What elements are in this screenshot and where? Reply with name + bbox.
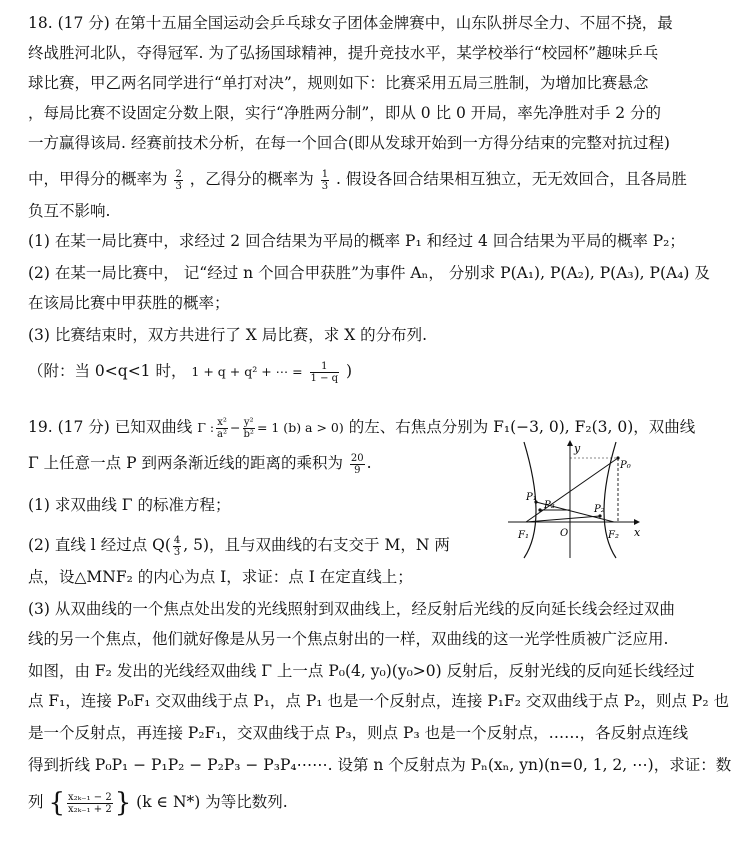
q19-sub2a: (2) 直线 l 经过点 Q( <box>28 536 171 554</box>
equation-tail: = 1 (b) a > 0) <box>256 420 344 435</box>
distance-fraction: $\frac{20}{9}$ <box>350 452 364 476</box>
hyperbola-figure <box>506 440 651 560</box>
origin-label: O <box>560 528 569 539</box>
q18-sub2: (2) 在某一局比赛中， 记“经过 n 个回合甲获胜”为事件 Aₙ， 分别求 P(A₁), P(A₂), P(A₃), P(A₄) 及 <box>28 264 710 282</box>
sequence-fraction: $\frac{\text{x₂ₖ₋₁ − 2}}{\text{x₂ₖ₋₁ + 2}}$ <box>68 791 112 815</box>
q18-line3: 球比赛，甲乙两名同学进行“单打对决”，规则如下：比赛采用五局三胜制，为增加比赛悬念 <box>28 74 649 92</box>
q18-line4: ，每局比赛不设固定分数上限，实行“净胜两分制”，即从 0 比 0 开局，率先净胜对手 2 分的 <box>28 104 661 122</box>
q19-sub2b: , 5)，且与双曲线的右支交于 M，N 两 <box>183 536 450 554</box>
q19-line2a: Γ 上任意一点 P 到两条渐近线的距离的乘积为 <box>28 454 343 472</box>
q19-sub3a: (3) 从双曲线的一个焦点处出发的光线照射到双曲线上，经反射后光线的反向延长线会经过双曲 <box>28 600 675 618</box>
q18-sub3: (3) 比赛结束时，双方共进行了 X 局比赛，求 X 的分布列. <box>28 326 428 344</box>
p0-label: P₀ <box>620 460 631 471</box>
q19-foci-text: 的左、右焦点分别为 F₁(−3, 0), F₂(3, 0)，双曲线 <box>348 418 696 436</box>
q19-sub1: (1) 求双曲线 Γ 的标准方程； <box>28 496 231 514</box>
seq-prefix: 列 <box>28 793 44 811</box>
q18-sub2b: 在该局比赛中甲获胜的概率； <box>28 294 230 312</box>
hint-fraction: $\frac{1}{1 - q}$ <box>310 360 339 384</box>
q-point-fraction: $\frac{4}{3}$ <box>173 534 181 558</box>
f2-label: F₂ <box>608 530 619 541</box>
point-p3 <box>538 508 541 511</box>
q19-sub2 <box>28 534 450 558</box>
q19-sub3b: 线的另一个焦点，他们就好像是从另一个焦点射出的一样，双曲线的这一光学性质被广泛应用. <box>28 630 669 648</box>
q19-line2: Γ 上任意一点 P 到两条渐近线的距离的乘积为 $\frac{20}{9}$ . <box>28 452 372 476</box>
seq-suffix: 为等比数列. <box>205 793 288 811</box>
q18-line6b: ，乙得分的概率为 <box>189 170 314 188</box>
hint-series: 1 + q + q² + ⋯ = <box>191 364 303 379</box>
y-term-fraction: $\frac{\text{y²}}{\text{b²}}$ <box>243 416 254 440</box>
q19-sub3c: 如图，由 F₂ 发出的光线经双曲线 Γ 上一点 P₀(4, y₀)(y₀>0) 反射后，反射光线的反向延长线经过 <box>28 662 695 680</box>
q18-line6 <box>28 168 687 192</box>
q19-sub2c: 点，设△MNF₂ 的内心为点 I，求证：点 I 在定直线上； <box>28 568 413 586</box>
q18-line7: 负互不影响. <box>28 202 111 220</box>
f1-label: F₁ <box>518 530 529 541</box>
x-term-fraction: $\frac{\text{x²}}{\text{a²}}$ <box>217 416 228 440</box>
q19-sub3f: 得到折线 P₀P₁ − P₁P₂ − P₂P₃ − P₃P₄⋯⋯. 设第 n 个反射点为 Pₙ(xₙ, yn)(n=0, 1, 2, ⋯)，求证：数 <box>28 756 732 774</box>
q18-line6c: . 假设各回合结果相互独立，无无效回合，且各局胜 <box>336 170 687 188</box>
q19-line1: 19. (17 分) 已知双曲线 Γ : $\frac{\text{x²}}{\text{a²}}$ − $\frac{\text{y²}}{\text{b²}}$ = 1 (b) a > 0) 的左、右焦点分别为 F₁(−3, 0), F₂(3, 0)，双曲线 <box>28 416 696 440</box>
q18-line5: 一方赢得该局. 经赛前技术分析，在每一个回合(即从发球开始到一方得分结束的完整对抗过程) <box>28 134 670 152</box>
y-axis-label: y <box>574 442 581 455</box>
hint-end: ) <box>345 362 353 380</box>
p3-label: P₃ <box>544 500 555 511</box>
q18-sub1: (1) 在某一局比赛中，求经过 2 回合结果为平局的概率 P₁ 和经过 4 回合结果为平局的概率 P₂； <box>28 232 685 250</box>
ray-f1-p2 <box>526 516 600 522</box>
q19-sub3g: 列 { $\frac{\text{x₂ₖ₋₁ − 2}}{\text{x₂ₖ₋₁ + 2}}$ } (k ∈ N*) 为等比数列. <box>28 788 288 818</box>
prob-a-fraction: $\frac{2}{3}$ <box>175 168 182 192</box>
q18-line1: 18. (17 分) 在第十五届全国运动会乒乓球女子团体金牌赛中，山东队拼尽全力、不屈不挠，最 <box>28 14 673 32</box>
q19-sub3e: 是一个反射点，再连接 P₂F₁，交双曲线于点 P₃，则点 P₃ 也是一个反射点，……，各反射点连线 <box>28 724 689 742</box>
x-axis-label: x <box>634 526 641 539</box>
seq-k: (k ∈ N*) <box>136 793 201 811</box>
p1-label: P₁ <box>526 492 537 503</box>
q19-intro: 19. (17 分) 已知双曲线 <box>28 418 193 436</box>
q18-line6a: 中，甲得分的概率为 <box>28 170 168 188</box>
q18-hint <box>28 360 352 384</box>
q19-sub3d: 点 F₁，连接 P₀F₁ 交双曲线于点 P₁，点 P₁ 也是一个反射点，连接 P₁F₂ 交双曲线于点 P₂，则点 P₂ 也 <box>28 692 729 710</box>
gamma-label: Γ : <box>197 420 215 435</box>
hint-prefix: （附：当 0<q<1 时， <box>28 362 187 380</box>
prob-b-fraction: $\frac{1}{3}$ <box>321 168 329 192</box>
p2-label: P₂ <box>594 504 605 515</box>
q18-line2: 终战胜河北队，夺得冠军. 为了弘扬国球精神，提升竞技水平，某学校举行“校园杯”趣味乒乓 <box>28 44 659 62</box>
